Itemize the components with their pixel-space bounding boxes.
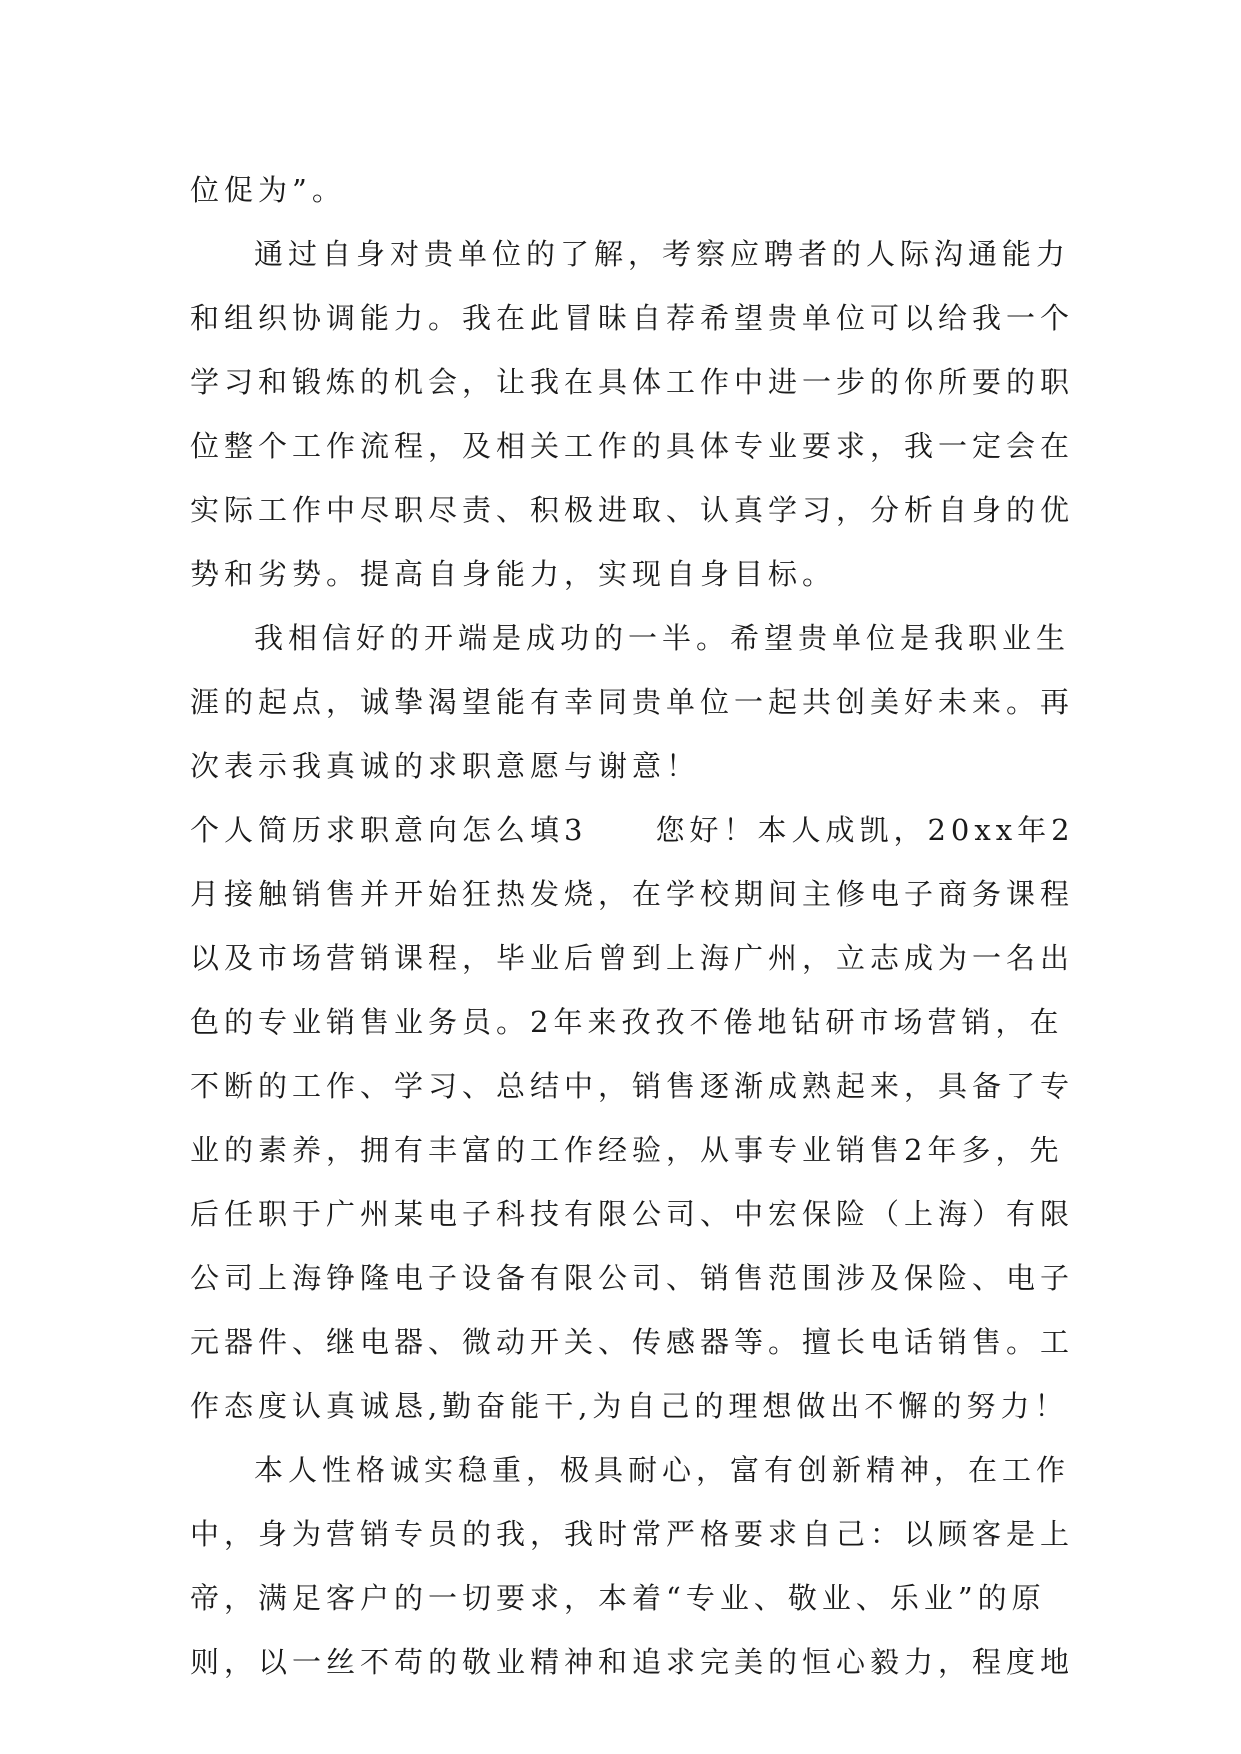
text-line: 帝，满足客户的一切要求，本着“专业、敬业、乐业”的原 [190,1581,1046,1615]
text-line: 我相信好的开端是成功的一半。希望贵单位是我职业生 [254,621,1071,655]
text-line: 不断的工作、学习、总结中，销售逐渐成熟起来，具备了专 [190,1069,1075,1103]
text-line: 后任职于广州某电子科技有限公司、中宏保险（上海）有限 [190,1197,1075,1231]
text-line: 色的专业销售业务员。2年来孜孜不倦地钻研市场营销，在 [190,1005,1064,1039]
section-heading-line: 个人简历求职意向怎么填3 您好！本人成凯，20xx年2 [190,813,1075,847]
text-line: 以及市场营销课程，毕业后曾到上海广州，立志成为一名出 [190,941,1075,975]
document-body [190,158,1075,1694]
text-line: 涯的起点，诚挚渴望能有幸同贵单位一起共创美好未来。再 [190,685,1075,719]
text-line: 势和劣势。提高自身能力，实现自身目标。 [190,557,837,591]
text-line: 则，以一丝不苟的敬业精神和追求完美的恒心毅力，程度地 [190,1645,1075,1679]
text-line: 学习和锻炼的机会，让我在具体工作中进一步的你所要的职 [190,365,1075,399]
text-line: 实际工作中尽职尽责、积极进取、认真学习，分析自身的优 [190,493,1075,527]
text-line: 作态度认真诚恳,勤奋能干,为自己的理想做出不懈的努力！ [190,1389,1069,1423]
text-line: 和组织协调能力。我在此冒昧自荐希望贵单位可以给我一个 [190,301,1075,335]
text-line: 次表示我真诚的求职意愿与谢意！ [190,749,701,783]
text-line: 位促为”。 [190,173,346,207]
text-line: 月接触销售并开始狂热发烧，在学校期间主修电子商务课程 [190,877,1075,911]
text-line: 本人性格诚实稳重，极具耐心，富有创新精神，在工作 [254,1453,1071,1487]
text-line: 中，身为营销专员的我，我时常严格要求自己：以顾客是上 [190,1517,1075,1551]
text-line: 业的素养，拥有丰富的工作经验，从事专业销售2年多，先 [190,1133,1064,1167]
text-line: 通过自身对贵单位的了解，考察应聘者的人际沟通能力 [254,237,1071,271]
text-line: 元器件、继电器、微动开关、传感器等。擅长电话销售。工 [190,1325,1075,1359]
text-line: 位整个工作流程，及相关工作的具体专业要求，我一定会在 [190,429,1075,463]
text-line: 公司上海铮隆电子设备有限公司、销售范围涉及保险、电子 [190,1261,1075,1295]
